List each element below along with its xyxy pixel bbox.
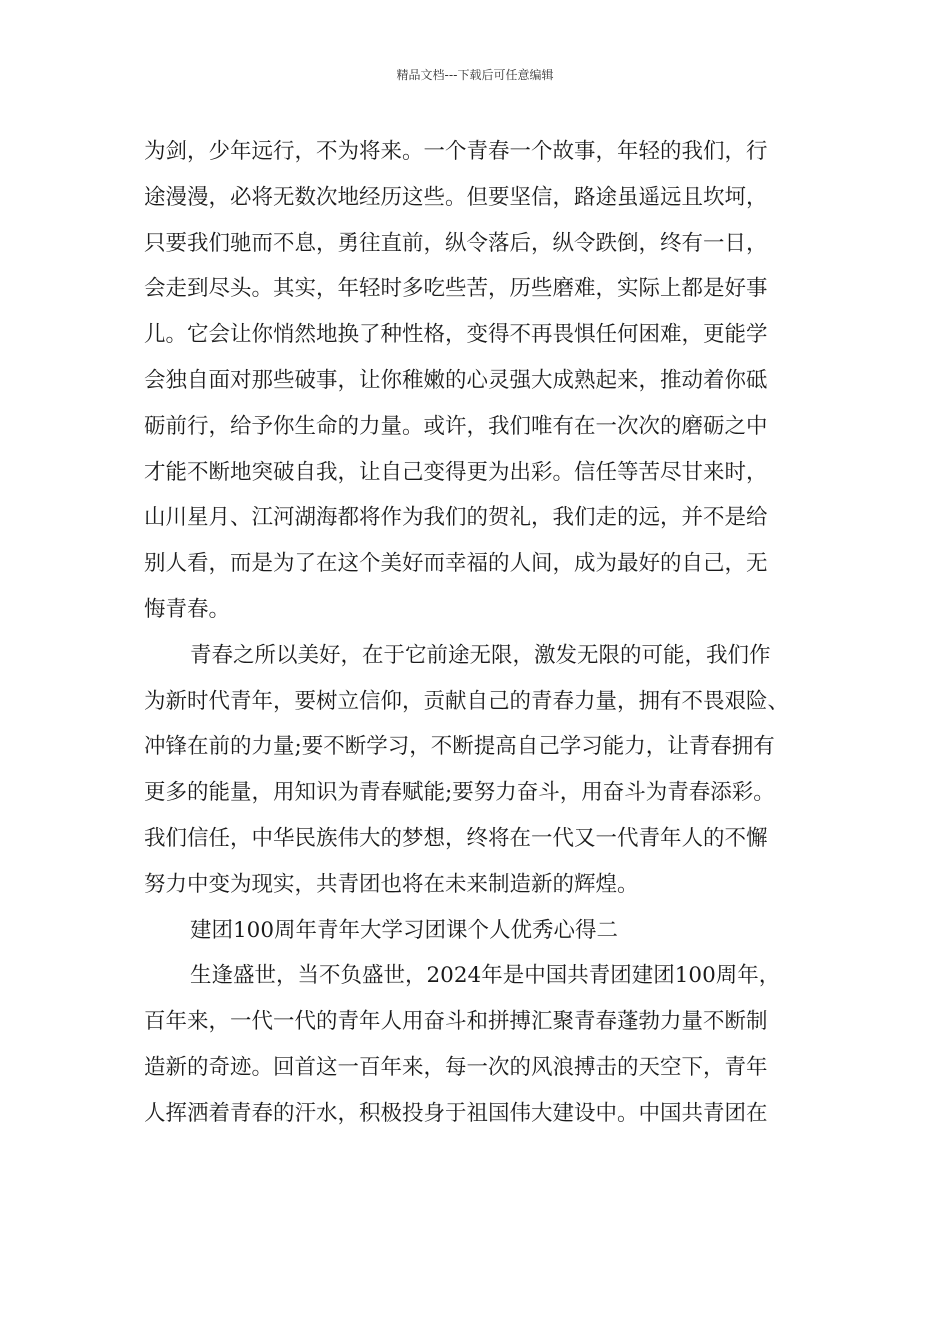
text-line: 生逢盛世，当不负盛世，2024年是中国共青团建团100周年， [190,963,781,989]
text-line: 途漫漫，必将无数次地经历这些。但要坚信，路途虽遥远且坎坷， [144,184,768,210]
text-line: 为剑，少年远行，不为将来。一个青春一个故事，年轻的我们，行 [144,139,768,164]
text-line: 为新时代青年，要树立信仰，贡献自己的青春力量，拥有不畏艰险、 [144,688,790,714]
text-line: 砺前行，给予你生命的力量。或许，我们唯有在一次次的磨砺之中 [144,413,768,439]
text-line: 冲锋在前的力量;要不断学习，不断提高自己学习能力，让青春拥有 [144,734,775,760]
text-line: 儿。它会让你悄然地换了种性格，变得不再畏惧任何困难，更能学 [144,322,768,348]
text-line: 造新的奇迹。回首这一百年来，每一次的风浪搏击的天空下，青年 [144,1054,768,1080]
text-line: 更多的能量，用知识为青春赋能;要努力奋斗，用奋斗为青春添彩。 [144,780,775,806]
text-line: 山川星月、江河湖海都将作为我们的贺礼，我们走的远，并不是给 [144,505,768,531]
text-line: 努力中变为现实，共青团也将在未来制造新的辉煌。 [144,871,639,897]
text-line: 青春之所以美好，在于它前途无限，激发无限的可能，我们作 [190,642,771,668]
text-line: 人挥洒着青春的汗水，积极投身于祖国伟大建设中。中国共青团在 [144,1100,768,1126]
text-line: 会独自面对那些破事，让你稚嫩的心灵强大成熟起来，推动着你砥 [144,367,768,393]
document-body [144,132,834,1140]
text-line: 悔青春。 [144,596,231,622]
text-line: 别人看，而是为了在这个美好而幸福的人间，成为最好的自己，无 [144,551,768,577]
text-line: 百年来，一代一代的青年人用奋斗和拼搏汇聚青春蓬勃力量不断制 [144,1009,768,1035]
page-header: 精品文档---下载后可任意编辑 [396,68,554,82]
text-line: 才能不断地突破自我，让自己变得更为出彩。信任等苦尽甘来时， [144,459,768,485]
text-line: 只要我们驰而不息，勇往直前，纵令落后，纵令跌倒，终有一日， [144,230,768,256]
text-line: 建团100周年青年大学习团课个人优秀心得二 [190,917,619,943]
text-line: 我们信任，中华民族伟大的梦想，终将在一代又一代青年人的不懈 [144,825,768,851]
text-line: 会走到尽头。其实，年轻时多吃些苦，历些磨难，实际上都是好事 [144,276,768,302]
